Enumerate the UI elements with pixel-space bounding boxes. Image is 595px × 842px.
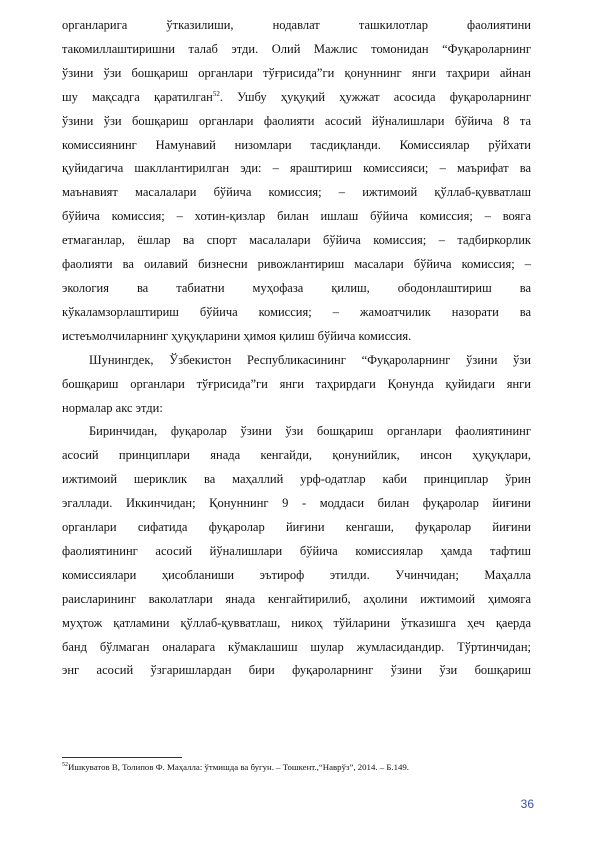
text-line: банд бўлмаган оналарага кўмаклашиш шулар жумласидандир. Тўртинчидан; [62,639,531,654]
text-line: ижтимоий шериклик ва маҳаллий урф-одатлар каби принциплар ўрин [62,472,531,487]
text-line: фаолияти ва оилавий бизнесни ривожлантириш масалари бўйича комиссия; – [62,257,531,272]
footnote-divider [62,757,182,758]
footnote-reference[interactable]: 52 [212,89,220,98]
text-line: комиссиянинг Намунавий низомлари тасдиқланди. Комиссиялар рўйхати [62,137,531,152]
text-line: нормалар акс этди: [62,400,163,415]
text-line: Биринчидан, фуқаролар ўзини ўзи бошқариш органлари фаолиятининг [89,424,531,439]
page-number: 36 [520,797,534,811]
footnote [62,761,409,773]
text-line: органлари сифатида фуқаролар йиғини кенгаши, фуқаролар йиғини [62,520,531,535]
text-fragment: . Ушбу ҳуқуқий ҳужжат асосида фуқароларнинг [219,89,531,104]
text-line: етмаганлар, ёшлар ва спорт масалалари бўйича комиссия; – тадбиркорлик [62,233,531,248]
text-line: кўкаламзорлаштириш бўйича комиссия; – жамоатчилик назорати ва [62,304,531,319]
text-line: ўзини ўзи бошқариш органлари фаолияти асосий йўналишлари бўйича 8 та [62,113,531,128]
text-line: органларига ўтказилиши, нодавлат ташкилотлар фаолиятини [62,18,531,32]
text-line: қуйидагича шакллантирилган эди: – яраштириш комиссияси; – маърифат ва [62,161,531,176]
text-line: такомиллаштиришни талаб этди. Олий Мажлис томонидан “Фуқароларнинг [62,41,531,56]
text-line: бошқариш органлари тўғрисида”ги янги таҳрирдаги Қонунда қуйидаги янги [62,376,531,391]
paragraph-2 [62,349,531,421]
text-line: раисларининг ваколатлари янада кенгайтирилиб, аҳолини ижтимоий ҳимояга [62,591,531,606]
text-line: маънавият масалалари бўйича комиссия; – ижтимоий қўллаб-қувватлаш [62,185,531,200]
text-line: эгаллади. Иккинчидан; Қонуннинг 9 - моддаси билан фуқаролар йиғини [62,496,531,511]
text-fragment: шу мақсадга қаратилган [62,89,213,104]
paragraph-1 [62,14,531,349]
text-line: энг асосий ўзгаришлардан бири фуқароларнинг ўзини ўзи бошқариш [62,663,531,678]
text-line: бўйича комиссия; – хотин-қизлар билан ишлаш бўйича комиссия; – вояга [62,209,531,224]
text-line: асосий принциплари янада кенгайди, қонунийлик, инсон ҳуқуқлари, [62,448,531,463]
text-line: фаолиятининг асосий йўналишлари бўйича комиссиялар ҳамда тафтиш [62,543,531,558]
footnote-marker: 52 [62,762,68,769]
text-line: муҳтож қатламини қўллаб-қувватлаш, никоҳ тўйларини ўтказишга ҳеч қаерда [62,615,531,630]
text-line: экология ва табиатни муҳофаза қилиш, ободонлаштириш ва [62,280,531,295]
text-line: Шунингдек, Ўзбекистон Республикасининг “Фуқароларнинг ўзини ўзи [89,352,531,367]
paragraph-3 [62,420,531,683]
text-line: истеъмолчиларнинг ҳуқуқларини ҳимоя қилиш бўйича комиссия. [62,328,412,343]
text-line: ўзини ўзи бошқариш органлари тўғрисида”ги қонуннинг янги таҳрири айнан [62,65,531,80]
footnote-text: Ишкуватов В, Толипов Ф. Маҳалла: ўтмишда ва бугун. – Тошкент.,“Наврўз”, 2014. – Б.149. [68,762,409,772]
text-line: комиссиялари ҳисобланиши эътироф этилди. Учинчидан; Маҳалла [62,567,531,582]
body-text [62,14,531,683]
text-line-with-footnote [62,86,531,110]
